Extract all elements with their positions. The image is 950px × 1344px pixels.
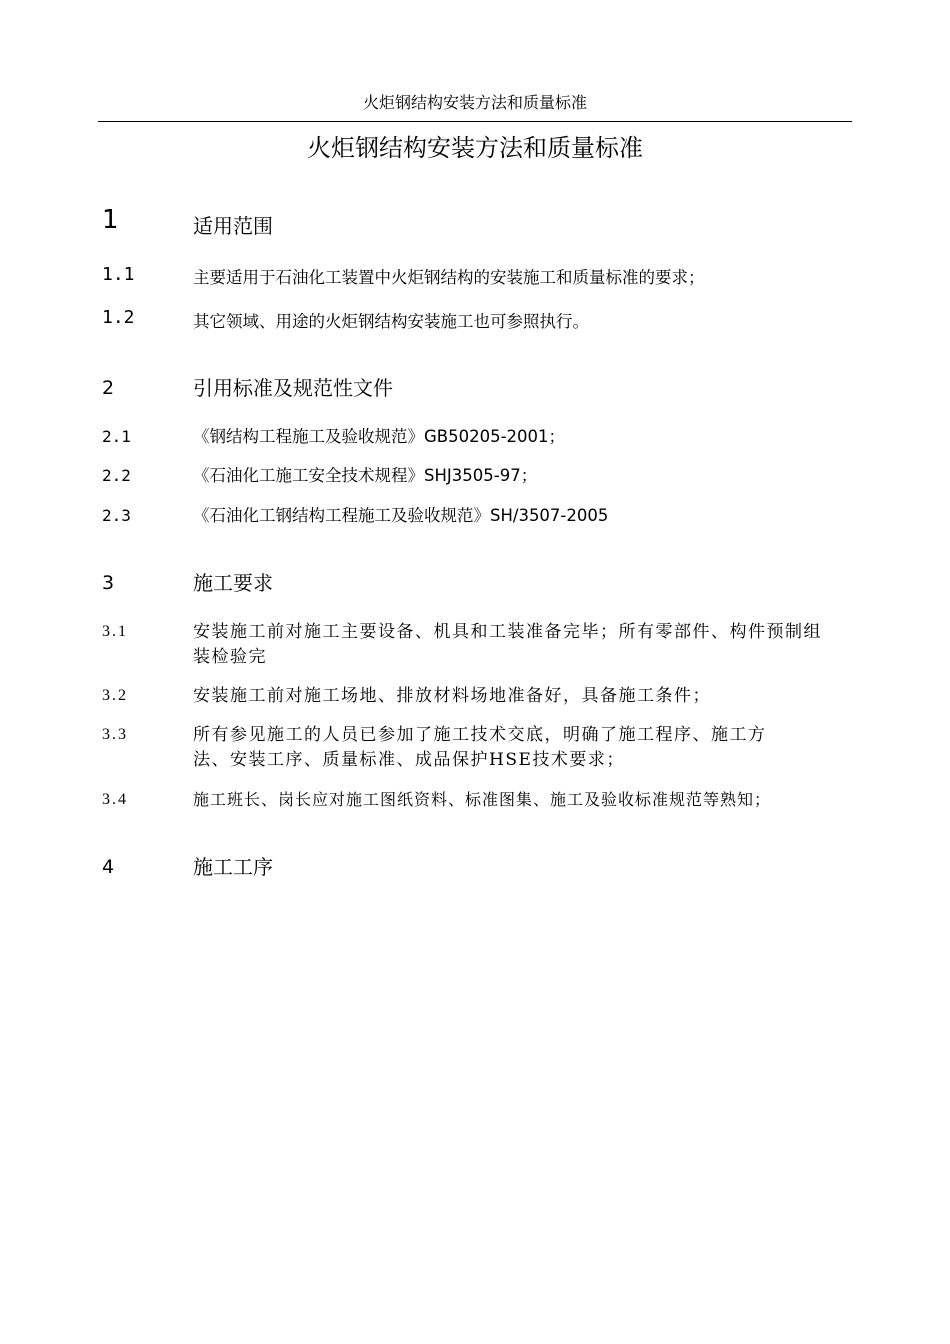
item-number: 3.3 [102,726,128,743]
item-text: 其它领域、用途的火炬钢结构安装施工也可参照执行。 [193,312,589,331]
section-title: 施工工序 [193,855,273,879]
item-number: 1.2 [102,307,135,328]
item-text: 《钢结构工程施工及验收规范》GB50205-2001； [193,427,566,446]
item-text: 《石油化工施工安全技术规程》SHJ3505-97； [193,466,538,485]
running-header: 火炬钢结构安装方法和质量标准 [362,93,587,112]
item-number: 2.2 [102,466,131,485]
item-text-line: 法、安装工序、质量标准、成品保护HSE技术要求； [193,750,625,770]
section-number: 1 [102,205,119,235]
section-title: 施工要求 [193,571,273,595]
section-number: 2 [102,377,115,399]
item-number: 3.2 [102,687,128,704]
item-text: 安装施工前对施工场地、排放材料场地准备好，具备施工条件； [193,686,711,706]
document-title: 火炬钢结构安装方法和质量标准 [307,134,643,162]
section-title: 引用标准及规范性文件 [193,376,393,400]
item-number: 1.1 [102,264,135,285]
item-text-line: 装检验完 [193,647,267,667]
item-number: 2.1 [102,427,131,446]
item-text: 主要适用于石油化工装置中火炬钢结构的安装施工和质量标准的要求； [193,268,705,287]
item-number: 2.3 [102,506,131,525]
section-number: 4 [102,856,115,878]
item-number: 3.4 [102,791,128,808]
item-text-line: 所有参见施工的人员已参加了施工技术交底，明确了施工程序、施工方 [193,725,767,745]
section-number: 3 [102,572,115,594]
item-text: 《石油化工钢结构工程施工及验收规范》SH/3507-2005 [193,506,609,525]
item-text-line: 安装施工前对施工主要设备、机具和工装准备完毕；所有零部件、构件预制组 [193,622,822,642]
item-text: 施工班长、岗长应对施工图纸资料、标准图集、施工及验收标准规范等熟知； [193,790,772,809]
item-number: 3.1 [102,623,128,640]
section-title: 适用范围 [193,214,273,238]
header-rule [98,121,852,122]
